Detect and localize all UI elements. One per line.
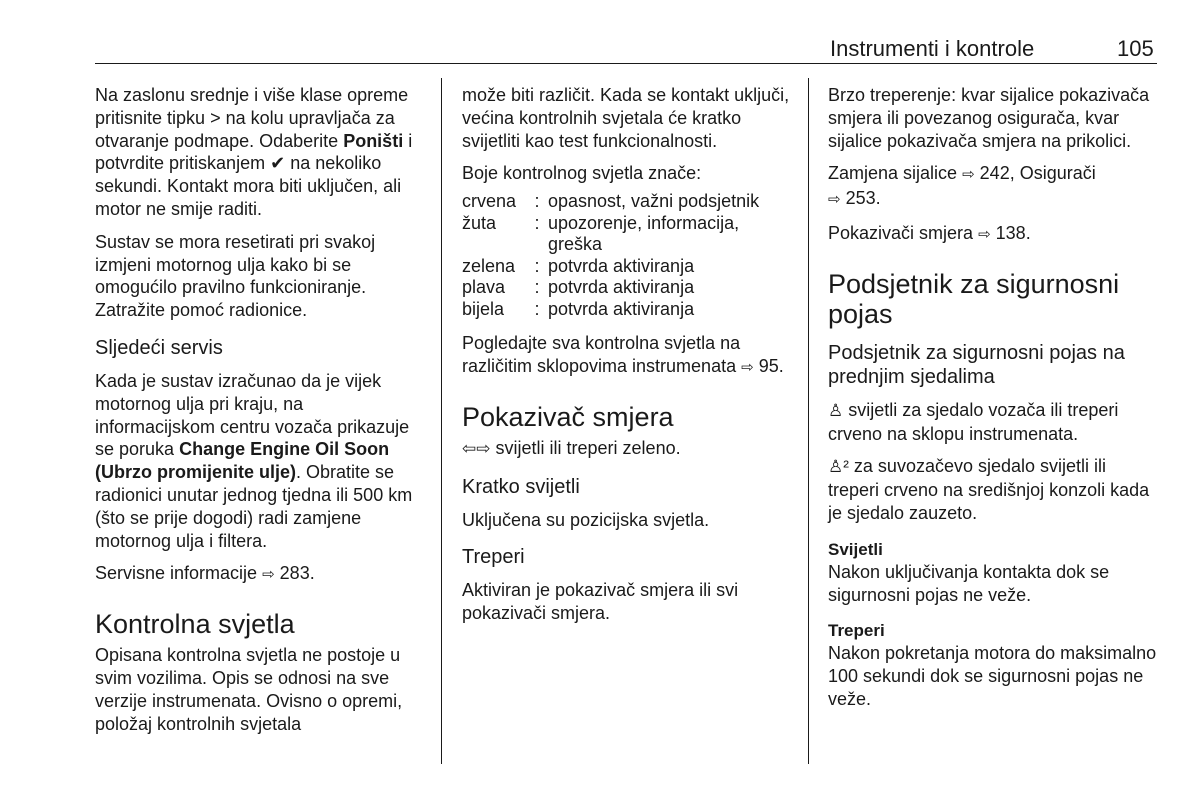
header-rule bbox=[95, 63, 1157, 64]
section-title: Instrumenti i kontrole bbox=[830, 36, 1035, 61]
paragraph: Servisne informacije ⇨ 283. bbox=[95, 563, 315, 584]
table-row: crvena : opasnost, važni podsjetnik bbox=[462, 191, 760, 212]
table-row: žuta : upozorenje, informacija, greška bbox=[462, 212, 740, 255]
column-divider bbox=[808, 78, 809, 764]
paragraph: Brzo treperenje: kvar sijalice pokazivača smjera ili povezanog osigurača, kvar sijalice pokazivača smjera na prikolici. bbox=[828, 85, 1150, 151]
paragraph: Zamjena sijalice ⇨ 242, Osigurači ⇨ 253. bbox=[828, 163, 1096, 209]
subheading-kratko-svijetli: Kratko svijetli bbox=[462, 475, 580, 498]
seatbelt-passenger-icon: ♙² bbox=[828, 457, 849, 477]
column-1 bbox=[95, 84, 425, 735]
paragraph: Pokazivači smjera ⇨ 138. bbox=[828, 222, 1031, 243]
paragraph: Nakon uključivanja kontakta dok se sigurnosni pojas ne veže. bbox=[828, 561, 1110, 605]
minor-heading-treperi: Treperi bbox=[828, 621, 885, 641]
bold-message: Change Engine Oil Soon (Ubrzo promijenite ulje) bbox=[95, 439, 390, 483]
page-reference[interactable]: 95. bbox=[758, 355, 784, 376]
heading-podsjetnik-pojas: Podsjetnik za sigurnosni pojas bbox=[828, 268, 1120, 329]
arrow-right-icon: ⇨ bbox=[262, 566, 275, 584]
table-row: bijela : potvrda aktiviranja bbox=[462, 298, 695, 319]
subheading-treperi: Treperi bbox=[462, 546, 525, 569]
page-reference[interactable]: 242, Osigurači bbox=[979, 163, 1096, 184]
page-reference[interactable]: 253. bbox=[845, 188, 881, 209]
table-row: plava : potvrda aktiviranja bbox=[462, 277, 695, 298]
paragraph: ⇦⇨ svijetli ili treperi zeleno. bbox=[462, 437, 681, 458]
arrow-right-icon: ⇨ bbox=[978, 225, 991, 243]
paragraph: Aktiviran je pokazivač smjera ili svi pokazivači smjera. bbox=[462, 580, 739, 624]
arrow-right-icon: ⇨ bbox=[828, 191, 841, 209]
color-meaning-table bbox=[462, 191, 788, 320]
paragraph: Opisana kontrolna svjetla ne postoje u svim vozilima. Opis se odnosi na sve verzije instrumenata. Ovisno o opremi, položaj kontrolnih svjetala bbox=[95, 645, 403, 734]
column-divider bbox=[441, 78, 442, 764]
paragraph: Nakon pokretanja motora do maksimalno 100 sekundi dok se sigurnosni pojas ne veže. bbox=[828, 643, 1157, 709]
subheading-next-service: Sljedeći servis bbox=[95, 336, 223, 359]
arrow-right-icon: ⇨ bbox=[741, 358, 754, 376]
paragraph: Sustav se mora resetirati pri svakoj izmjeni motornog ulja kako bi se omogućilo pravilno funkcioniranje. Zatražite pomoć radionice. bbox=[95, 231, 376, 321]
paragraph: može biti različit. Kada se kontakt uključi, većina kontrolnih svjetala će kratko svijetliti kao test funkcionalnosti. bbox=[462, 85, 790, 151]
turn-signal-icon: ⇦⇨ bbox=[462, 438, 491, 458]
seatbelt-driver-icon: ♙ bbox=[828, 400, 844, 420]
page-reference[interactable]: 138. bbox=[995, 222, 1031, 243]
page-number: 105 bbox=[1117, 36, 1154, 61]
page-reference[interactable]: 283. bbox=[279, 563, 315, 584]
paragraph: Uključena su pozicijska svjetla. bbox=[462, 509, 710, 530]
heading-kontrolna-svjetla: Kontrolna svjetla bbox=[95, 609, 295, 640]
paragraph: Na zaslonu srednje i više klase opreme pritisnite tipku > na kolu upravljača za otvaranje podmape. Odaberite Poništi i potvrdite pritiskanjem ✔ na nekoliko sekundi. Kontakt mora biti uključen, ali motor ne smije raditi. bbox=[95, 85, 413, 219]
minor-heading-svijetli: Svijetli bbox=[828, 539, 883, 559]
chevron-right-icon: > bbox=[210, 107, 221, 128]
table-row: zelena : potvrda aktiviranja bbox=[462, 255, 695, 276]
subheading-prednja-sjedala: Podsjetnik za sigurnosni pojas na prednjim sjedalima bbox=[828, 341, 1125, 388]
bold-term: Poništi bbox=[343, 130, 404, 151]
paragraph: Kada je sustav izračunao da je vijek motornog ulja pri kraju, na informacijskom centru vozača prikazuje se poruka Change Engine Oil Soon (Ubrzo promijenite ulje). Obratite se radionici unutar jednog tjedna ili 500 km (što se prije dogodi) radi zamjene motornog ulja i filtera. bbox=[95, 370, 413, 551]
arrow-right-icon: ⇨ bbox=[962, 166, 975, 184]
paragraph: ♙² za suvozačevo sjedalo svijetli ili treperi crveno na središnjoj konzoli kada je sjedalo zauzeto. bbox=[828, 456, 1150, 523]
column-2 bbox=[462, 84, 792, 635]
heading-pokazivac-smjera: Pokazivač smjera bbox=[462, 401, 674, 432]
paragraph: ♙ svijetli za sjedalo vozača ili treperi crveno na sklopu instrumenata. bbox=[828, 399, 1119, 444]
paragraph: Boje kontrolnog svjetla znače: bbox=[462, 163, 702, 184]
paragraph: Pogledajte sva kontrolna svjetla na različitim sklopovima instrumenata ⇨ 95. bbox=[462, 333, 784, 376]
checkmark-icon: ✔ bbox=[270, 153, 286, 174]
column-3 bbox=[828, 84, 1158, 711]
